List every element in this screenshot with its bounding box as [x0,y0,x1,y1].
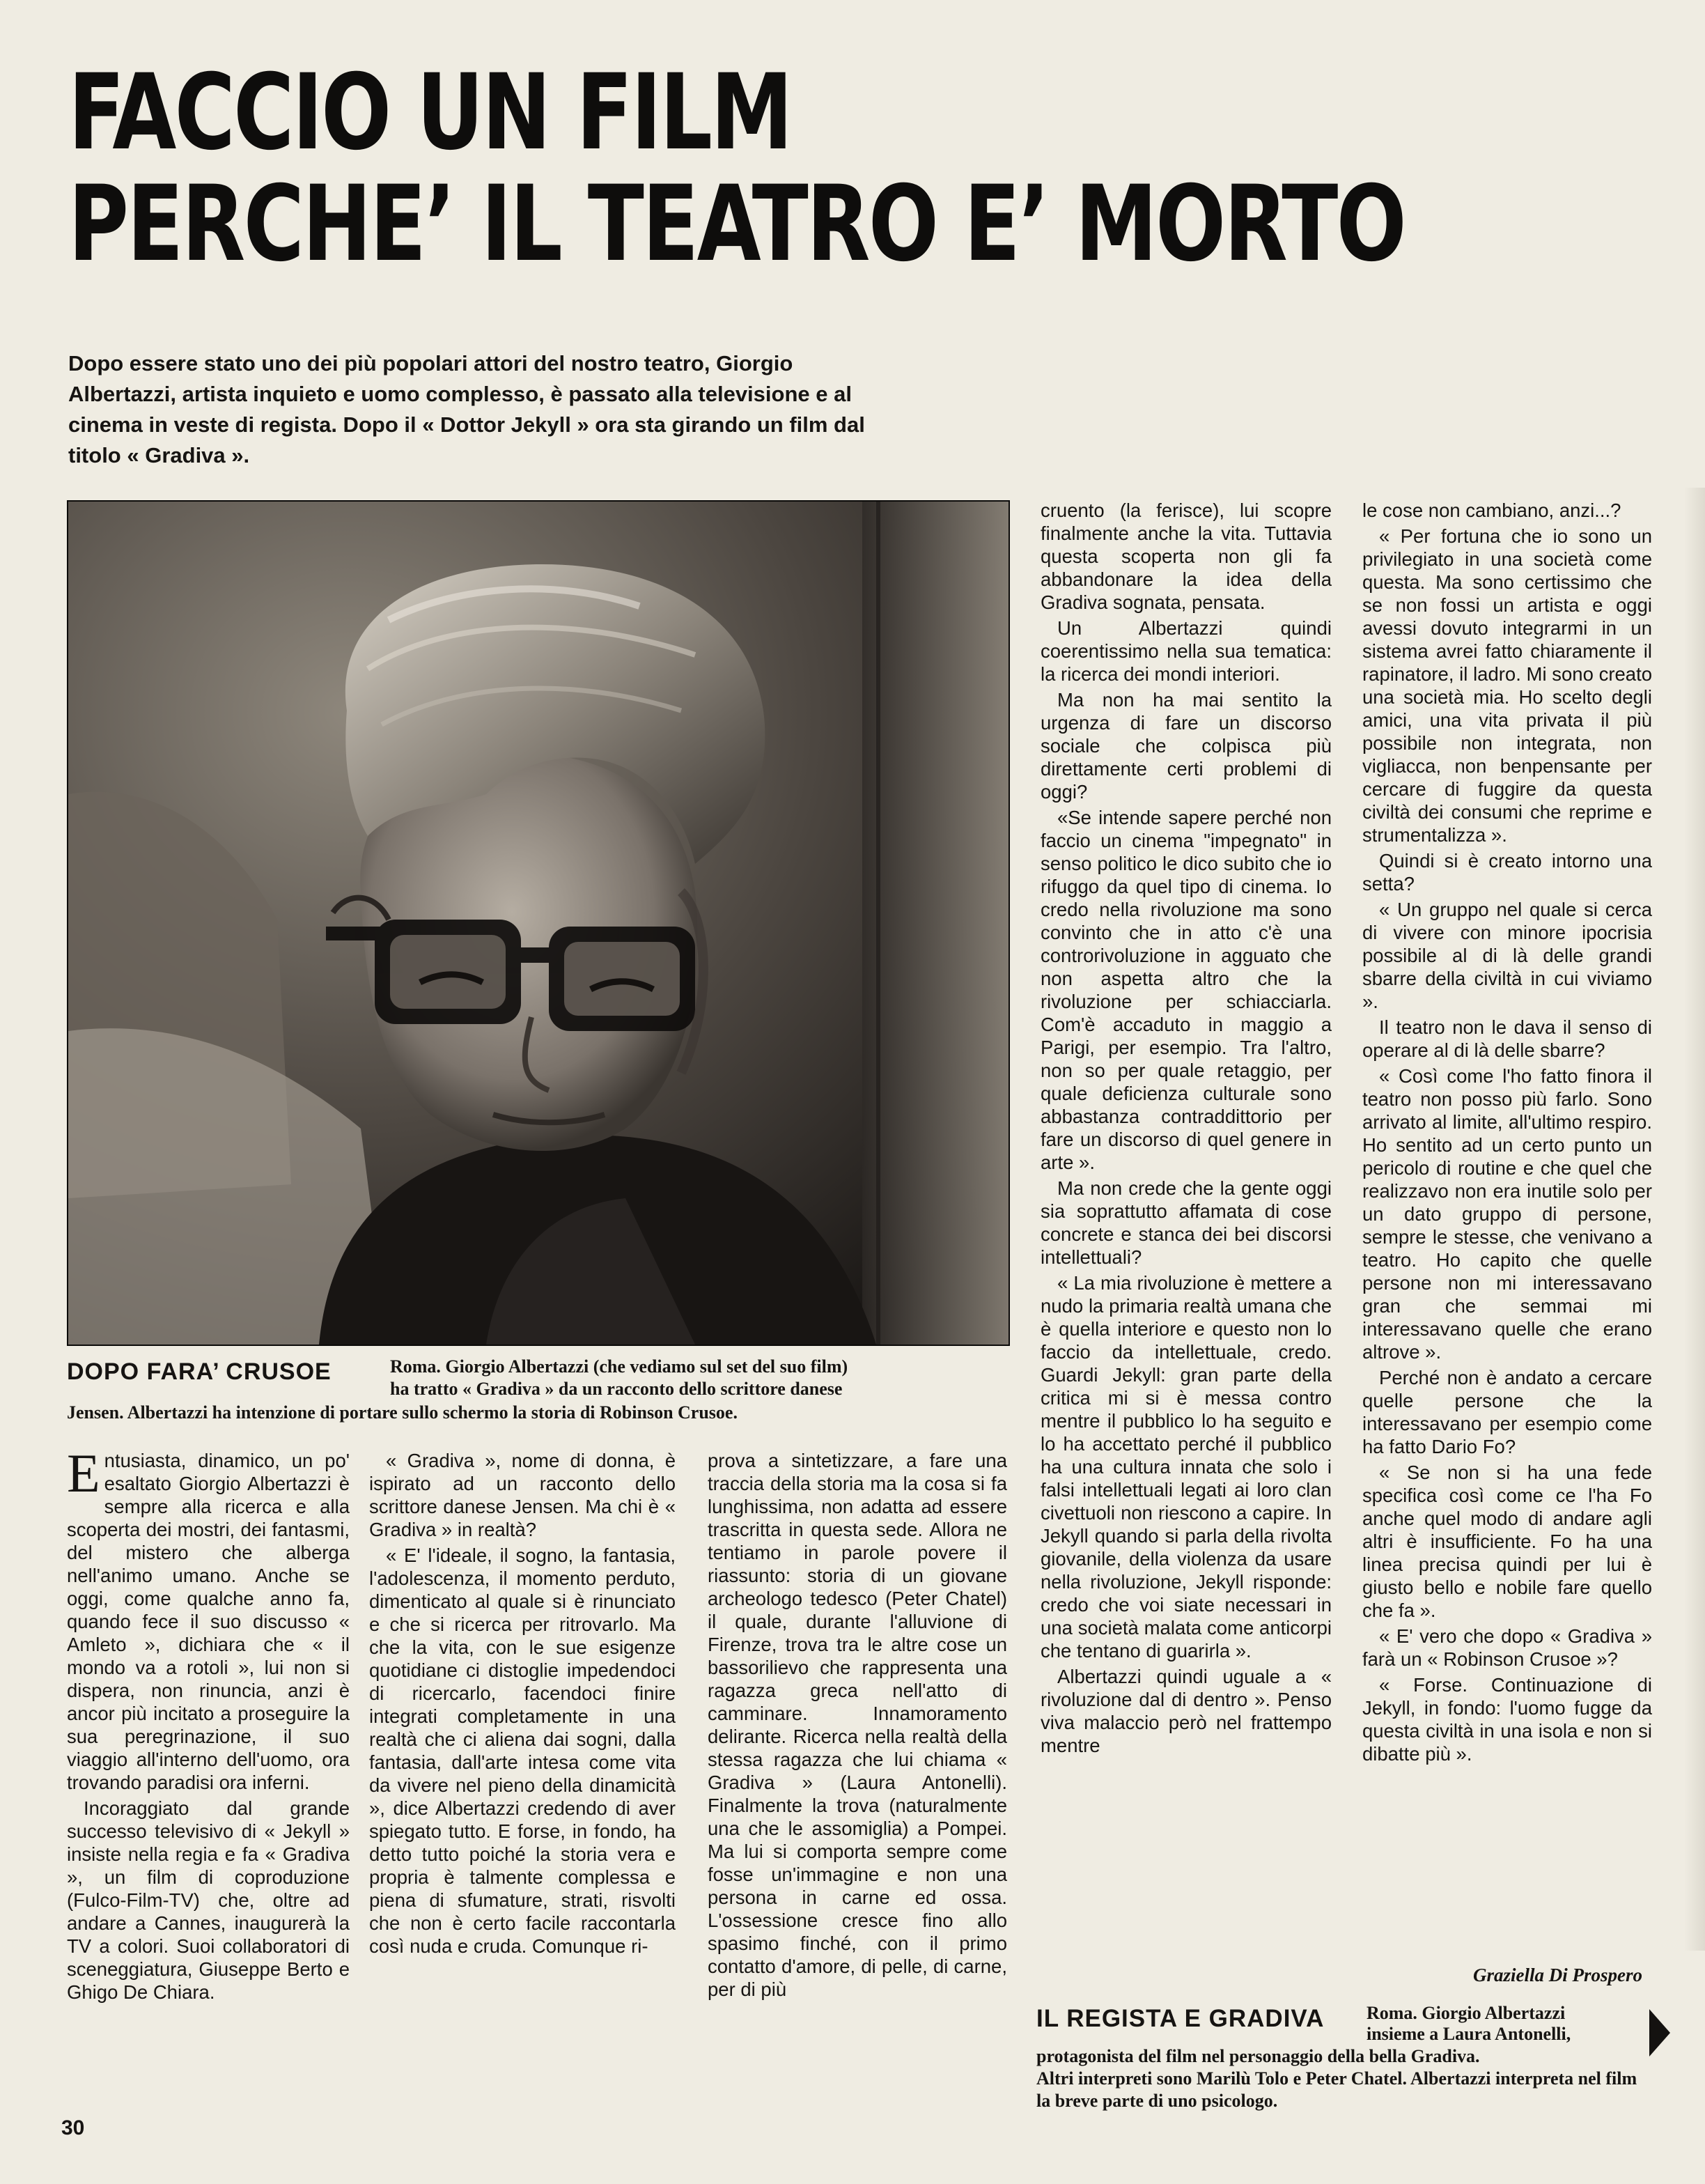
portrait-illustration [68,502,1009,1345]
article-paragraph: prova a sintetizzare, a fare una traccia della storia ma la cosa si fa lunghissima, non adatta ad essere trascritta in questa sede. Allora ne tentiamo in parole povere il riassunto: storia di un giovane archeologo tedesco (Peter Chatel) il quale, durante l'alluvione di Firenze, trova tra le altre cose un bassorilievo che rappresenta una ragazza greca nell'atto di camminare. Innamoramento delirante. Ricerca nella realtà della stessa ragazza che lui chiama « Gradiva » (Laura Antonelli). Finalmente la trova (naturalmente una che le assomiglia) a Pompei. Ma lui si comporta sempre come fosse un'immagine e non una persona in carne ed ossa. L'ossessione cresce fino allo spasimo finché, con il primo contatto d'amore, di pelle, di carne, per di più [708,1450,1007,2000]
article-paragraph: Il teatro non le dava il senso di operare al di là delle sbarre? [1362,1016,1652,1061]
article-paragraph: « Forse. Continuazione di Jekyll, in fondo: l'uomo fugge da questa civiltà in una isola e non si dibatte più ». [1362,1674,1652,1765]
headline [68,52,1405,285]
article-paragraph: « Per fortuna che io sono un privilegiato in una società come questa. Ma sono certissimo che se non fossi un artista e oggi avessi dovuto integrarmi in un sistema avrei fatto chiaramente il rapinatore, il ladro. Mi sono creato una società mia. Ho scelto degli amici, una vita privata il più possibile non integrata, non vigliacca, non benpensante per cercare di fuggire da questa civiltà dei consumi che reprime e strumentalizza ». [1362,525,1652,846]
article-paragraph: cruento (la ferisce), lui scopre finalmente anche la vita. Tuttavia questa scoperta non gli fa abbandonare la idea della Gradiva sognata, pensata. [1041,499,1332,613]
article-paragraph: Ma non crede che la gente oggi sia soprattutto affamata di cose concrete e stanca dei bei discorsi intellettuali? [1041,1177,1332,1268]
bleed-through-text [1240,56,1705,160]
photo-caption-line-2: ha tratto « Gradiva » da un racconto dello scrittore danese [390,1379,843,1399]
article-paragraph: Perché non è andato a cercare quelle persone che la interessavano per esempio come ha fatto Dario Fo? [1362,1367,1652,1457]
article-paragraph: Quindi si è creato intorno una setta? [1362,850,1652,894]
headline-line-2: PERCHE’ IL TEATRO E’ MORTO [68,164,1405,285]
article-paragraph: « Gradiva », nome di donna, è ispirato ad un racconto dello scrittore danese Jensen. Ma chi è « Gradiva » in realtà? [369,1450,676,1540]
headline-line-1: FACCIO UN FILM [68,52,791,173]
second-caption-line-3: protagonista del film nel personaggio della bella Gradiva. [1036,2046,1480,2066]
photo-caption-line-3: Jensen. Albertazzi ha intenzione di portare sullo schermo la storia di Robinson Crusoe. [67,1402,738,1423]
intro-paragraph: Dopo essere stato uno dei più popolari attori del nostro teatro, Giorgio Albertazzi, artista inquieto e uomo complesso, è passato alla televisione e al cinema in veste di regista. Dopo il « Dottor Jekyll » ora sta girando un film dal titolo « Gradiva ». [68,351,865,467]
photo-caption-title: DOPO FARA’ CRUSOE [67,1358,332,1385]
second-caption-line-1: Roma. Giorgio Albertazzi [1367,2003,1566,2023]
photo-caption-line-1: Roma. Giorgio Albertazzi (che vediamo sul set del suo film) [390,1356,848,1377]
article-column-4 [1041,499,1332,1760]
article-paragraph: « E' vero che dopo « Gradiva » farà un « Robinson Crusoe »? [1362,1625,1652,1670]
article-paragraph: Un Albertazzi quindi coerentissimo nella sua tematica: la ricerca dei mondi interiori. [1041,617,1332,685]
portrait-photo [67,500,1010,1346]
article-paragraph: « La mia rivoluzione è mettere a nudo la primaria realtà umana che è quella interiore e questo non lo faccio da intellettuale, credo. Guardi Jekyll: gran parte della critica mi si è messa contro mentre il pubblico lo ha seguito e lo ha accettato perché il pubblico ha una cultura innata che solo i falsi intellettuali legati ai loro clan civettuoli non riescono a capire. In Jekyll quando si parla della rivolta giovanile, della violenza da usare nella rivoluzione, Jekyll risponde: credo che voi siate necessari in una società malata come anticorpi che tentano di guarirla ». [1041,1272,1332,1662]
page-number: 30 [61,2116,85,2139]
article-column-2 [369,1449,676,1960]
article-paragraph: « Un gruppo nel quale si cerca di vivere con minore ipocrisia possibile al di là delle grandi sbarre della civiltà in cui viviamo ». [1362,899,1652,1012]
second-caption-line-2: insieme a Laura Antonelli, [1367,2024,1571,2044]
article-paragraph: « E' l'ideale, il sogno, la fantasia, l'adolescenza, il momento perduto, dimenticato al quale si è rinunciato e che si ricerca per ritrovarlo. Ma che la vita, con le sue esigenze quotidiane ci distoglie impedendoci di ricercarlo, facendoci finire integrati completamente in una realtà che ci aliena dai sogni, dalla fantasia, dall'arte intesa come vita da vivere nel pieno della dinamicità », dice Albertazzi credendo di aver spiegato tutto. E forse, in fondo, ha detto tutto poiché la storia vera e propria è talmente complessa e piena di sfumature, strati, risvolti che non è certo facile raccontarla così nuda e cruda. Comunque ri- [369,1544,676,1957]
article-paragraph: le cose non cambiano, anzi...? [1362,499,1621,521]
article-paragraph: Incoraggiato dal grande successo televisivo di « Jekyll » insiste nella regia e fa « Gradiva », un film di coproduzione (Fulco-Film-TV) che, oltre ad andare a Cannes, inaugurerà la TV a colori. Suoi collaboratori di sceneggiatura, Giuseppe Berto e Ghigo De Chiara. [67,1797,350,2003]
article-paragraph: Albertazzi quindi uguale a « rivoluzione dal di dentro ». Penso viva malaccio però nel frattempo mentre [1041,1666,1332,1756]
article-paragraph: « Se non si ha una fede specifica così come ce l'ha Fo anche quel modo di andare agli altri è insufficiente. Fo ha una linea precisa quindi per lui è giusto bello e nobile fare quello che fa ». [1362,1462,1652,1621]
article-paragraph: Entusiasta, dinamico, un po' esaltato Giorgio Albertazzi è sempre alla ricerca e alla scoperta dei mostri, dei fantasmi, del mistero che alberga nell'animo umano. Anche se oggi, come qualche anno fa, quando fece il suo discusso « Amleto », dichiara che « il mondo va a rotoli », lui non si dispera, non rinuncia, anzi è ancor più incitato a proseguire la sua peregrinazione, il suo viaggio all'interno dell'uomo, ora trovando paradisi ora inferni. [67,1443,350,1793]
article-column-5 [1362,499,1652,1768]
byline: Graziella Di Prospero [1473,1965,1642,1985]
article-paragraph: Ma non ha mai sentito la urgenza di fare un discorso sociale che colpisca più direttamente certi problemi di oggi? [1041,689,1332,803]
article-paragraph: «Se intende sapere perché non faccio un cinema "impegnato" in senso politico le dico subito che io rifuggo da quel tipo di cinema. Io credo nella rivoluzione ma sono convinto che in atto c'è una controrivoluzione in agguato che non aspetta altro che la rivoluzione per schiacciarla. Com'è accaduto in maggio a Parigi, per esempio. Tra l'altro, non so per quale retaggio, per quale deficienza culturale sono abbastanza contraddittorio per fare un discorso di quel genere in arte ». [1041,807,1332,1173]
second-caption-line-4: Altri interpreti sono Marilù Tolo e Peter Chatel. Albertazzi interpreta nel film la breve parte di uno psicologo. [1036,2068,1637,2111]
article-column-1 [67,1443,350,2006]
second-caption-title: IL REGISTA E GRADIVA [1036,2005,1325,2032]
page-edge-shadow [1684,488,1705,1951]
caption-arrow-icon [1649,2009,1670,2057]
article-column-3 [708,1449,1007,2004]
article-paragraph: « Così come l'ho fatto finora il teatro non posso più farlo. Sono arrivato al limite, all'ultimo respiro. Ho sentito ad un certo punto un pericolo di routine e che quel che realizzavo non era inutile solo per un dato gruppo di persone, sempre le stesse, che venivano a teatro. Ho capito che quelle persone non mi interessavano gran che semmai mi interessavano quelle che erano altrove ». [1362,1065,1652,1363]
